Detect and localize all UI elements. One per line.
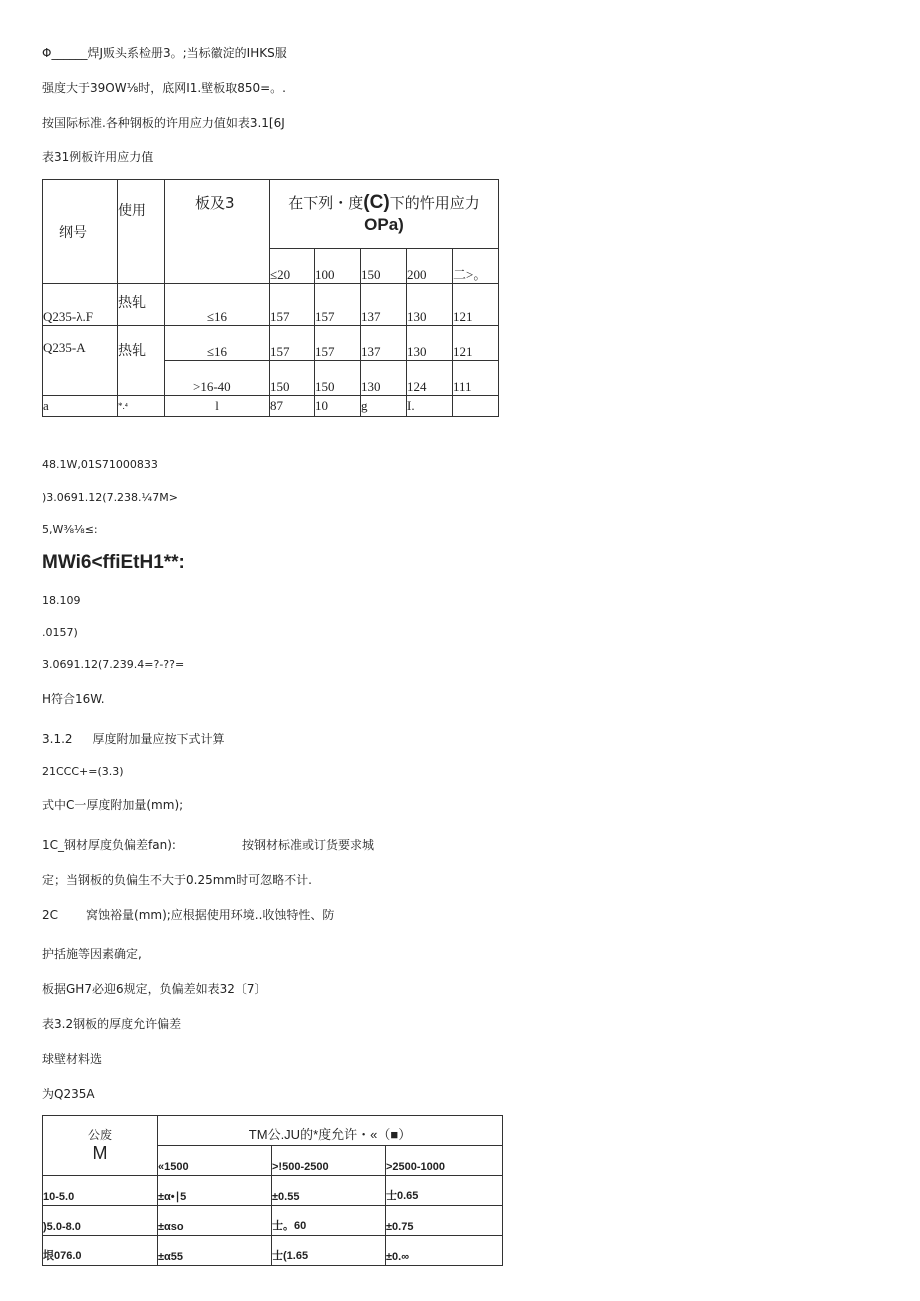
text-line-23: 为Q235A	[42, 1087, 95, 1101]
text-line-6: )3.0691.12(7.238.¼7M>	[42, 491, 178, 504]
text-line-16-left: 1C_钢材厚度负偏差fan):	[42, 838, 176, 852]
table1-caption: 表31例板许用应力值	[42, 150, 154, 164]
width-col-2: >!500-2500	[272, 1146, 386, 1176]
text-line-18-right: 窝蚀裕量(mm);应根据使用环境..收蚀特性、防	[86, 908, 335, 922]
cell-value: ±α•∣5	[158, 1176, 272, 1206]
table2-caption: 表3.2钢板的厚度允许偏差	[42, 1017, 182, 1031]
temp-col-5: 二>。	[453, 249, 499, 284]
temp-col-3: 150	[361, 249, 407, 284]
cell-value: 150	[270, 361, 315, 396]
cell-value: 130	[407, 284, 453, 326]
cell-thickness: ≤16	[165, 326, 270, 361]
width-col-3: >2500-1000	[386, 1146, 503, 1176]
cell-value: 士。60	[272, 1206, 386, 1236]
formula-3-3: 21CCC+=(3.3)	[42, 765, 124, 778]
cell-value: 157	[315, 284, 361, 326]
temp-col-2: 100	[315, 249, 361, 284]
header-temp-unit-c: (C)	[363, 192, 390, 213]
cell-use: *.⁴	[118, 396, 165, 417]
header-use: 使用	[118, 180, 165, 284]
text-line-19: 护括施等因素确定,	[42, 947, 142, 961]
text-line-22: 球壁材料选	[42, 1052, 103, 1066]
cell-value: 157	[270, 284, 315, 326]
cell-value: 士0.65	[386, 1176, 503, 1206]
cell-value: 137	[361, 326, 407, 361]
text-line-11: 3.0691.12(7.239.4=?-??=	[42, 658, 185, 671]
header-temp-mpa: OPa)	[364, 215, 404, 234]
cell-thickness: ≤16	[165, 284, 270, 326]
cell-thickness: 垠076.0	[43, 1236, 158, 1266]
text-line-5: 48.1W,01S71000833	[42, 458, 158, 471]
cell-value: 121	[453, 326, 499, 361]
text-line-1: Φ______焊J贩头系检册3。;当标徽淀的IHKS服	[42, 46, 287, 60]
text-line-3: 按国际标准.各种钢板的许用应力值如表3.1[6J	[42, 116, 285, 130]
header-width-tolerance: TM公.JU的*度允许・«（■）	[158, 1116, 503, 1146]
cell-grade: Q235-A	[43, 326, 118, 396]
cell-value: 10	[315, 396, 361, 417]
text-line-7: 5,W⅜⅛≤:	[42, 523, 98, 536]
section-3-1-2	[42, 731, 225, 747]
cell-value: g	[361, 396, 407, 417]
section-title: 厚度附加量应按下式计算	[92, 732, 225, 746]
table-row	[43, 1206, 503, 1236]
text-line-10: .0157)	[42, 626, 78, 639]
cell-thickness: 10-5.0	[43, 1176, 158, 1206]
cell-value: ±αso	[158, 1206, 272, 1236]
table-row	[43, 1176, 503, 1206]
table-row	[43, 284, 499, 326]
text-line-15: 式中C一厚度附加量(mm);	[42, 798, 184, 812]
text-line-12: H符合16W.	[42, 692, 105, 706]
table-row	[43, 396, 499, 417]
cell-thickness: l	[165, 396, 270, 417]
header-thickness	[43, 1116, 158, 1176]
cell-value: 121	[453, 284, 499, 326]
cell-value: 111	[453, 361, 499, 396]
header-thickness-sub: M	[92, 1142, 108, 1163]
header-thickness-label: 公废	[87, 1127, 112, 1142]
allowable-stress-table	[42, 179, 499, 417]
header-temperature	[270, 180, 499, 249]
text-line-18	[42, 907, 334, 923]
cell-value: ±0.55	[272, 1176, 386, 1206]
cell-value: ±α55	[158, 1236, 272, 1266]
width-col-1: «1500	[158, 1146, 272, 1176]
cell-thickness: >16-40	[165, 361, 270, 396]
cell-value: 士(1.65	[272, 1236, 386, 1266]
header-temp-part2: 下的忤用应力	[389, 194, 480, 212]
thickness-tolerance-table	[42, 1115, 503, 1266]
bold-formula-line: MWi6<ffiEtH1**:	[42, 552, 185, 573]
header-thickness: 板及3	[165, 180, 270, 284]
header-grade: 纲号	[43, 180, 118, 284]
cell-use: 热轧	[118, 284, 165, 326]
cell-value: 130	[361, 361, 407, 396]
cell-value: 124	[407, 361, 453, 396]
text-line-9: 18.109	[42, 594, 81, 607]
cell-value: 130	[407, 326, 453, 361]
text-line-18-left: 2C	[42, 908, 59, 922]
cell-value: 157	[270, 326, 315, 361]
text-line-16-right: 按钢材标准或订货要求城	[241, 838, 374, 852]
cell-value: 137	[361, 284, 407, 326]
cell-value: 87	[270, 396, 315, 417]
text-line-2: 强度大于39OW⅛时，底网I1.壁板取850=。.	[42, 81, 286, 95]
cell-value: I.	[407, 396, 453, 417]
cell-use: 热轧	[118, 326, 165, 396]
cell-thickness: )5.0-8.0	[43, 1206, 158, 1236]
cell-value: ±0.75	[386, 1206, 503, 1236]
table-row	[43, 1236, 503, 1266]
text-line-20: 板据GH7必迎6规定，负偏差如表32〔7〕	[42, 982, 267, 996]
cell-value: ±0.∞	[386, 1236, 503, 1266]
section-number: 3.1.2	[42, 732, 73, 746]
cell-grade: Q235-λ.F	[43, 284, 118, 326]
header-temp-part1: 在下列・度	[288, 194, 364, 212]
text-line-16	[42, 837, 374, 853]
temp-col-1: ≤20	[270, 249, 315, 284]
table-row	[43, 326, 499, 361]
cell-value	[453, 396, 499, 417]
cell-value: 157	[315, 326, 361, 361]
text-line-17: 定；当钢板的负偏生不大于0.25mm时可忽略不计.	[42, 873, 312, 887]
cell-grade: a	[43, 396, 118, 417]
temp-col-4: 200	[407, 249, 453, 284]
cell-value: 150	[315, 361, 361, 396]
